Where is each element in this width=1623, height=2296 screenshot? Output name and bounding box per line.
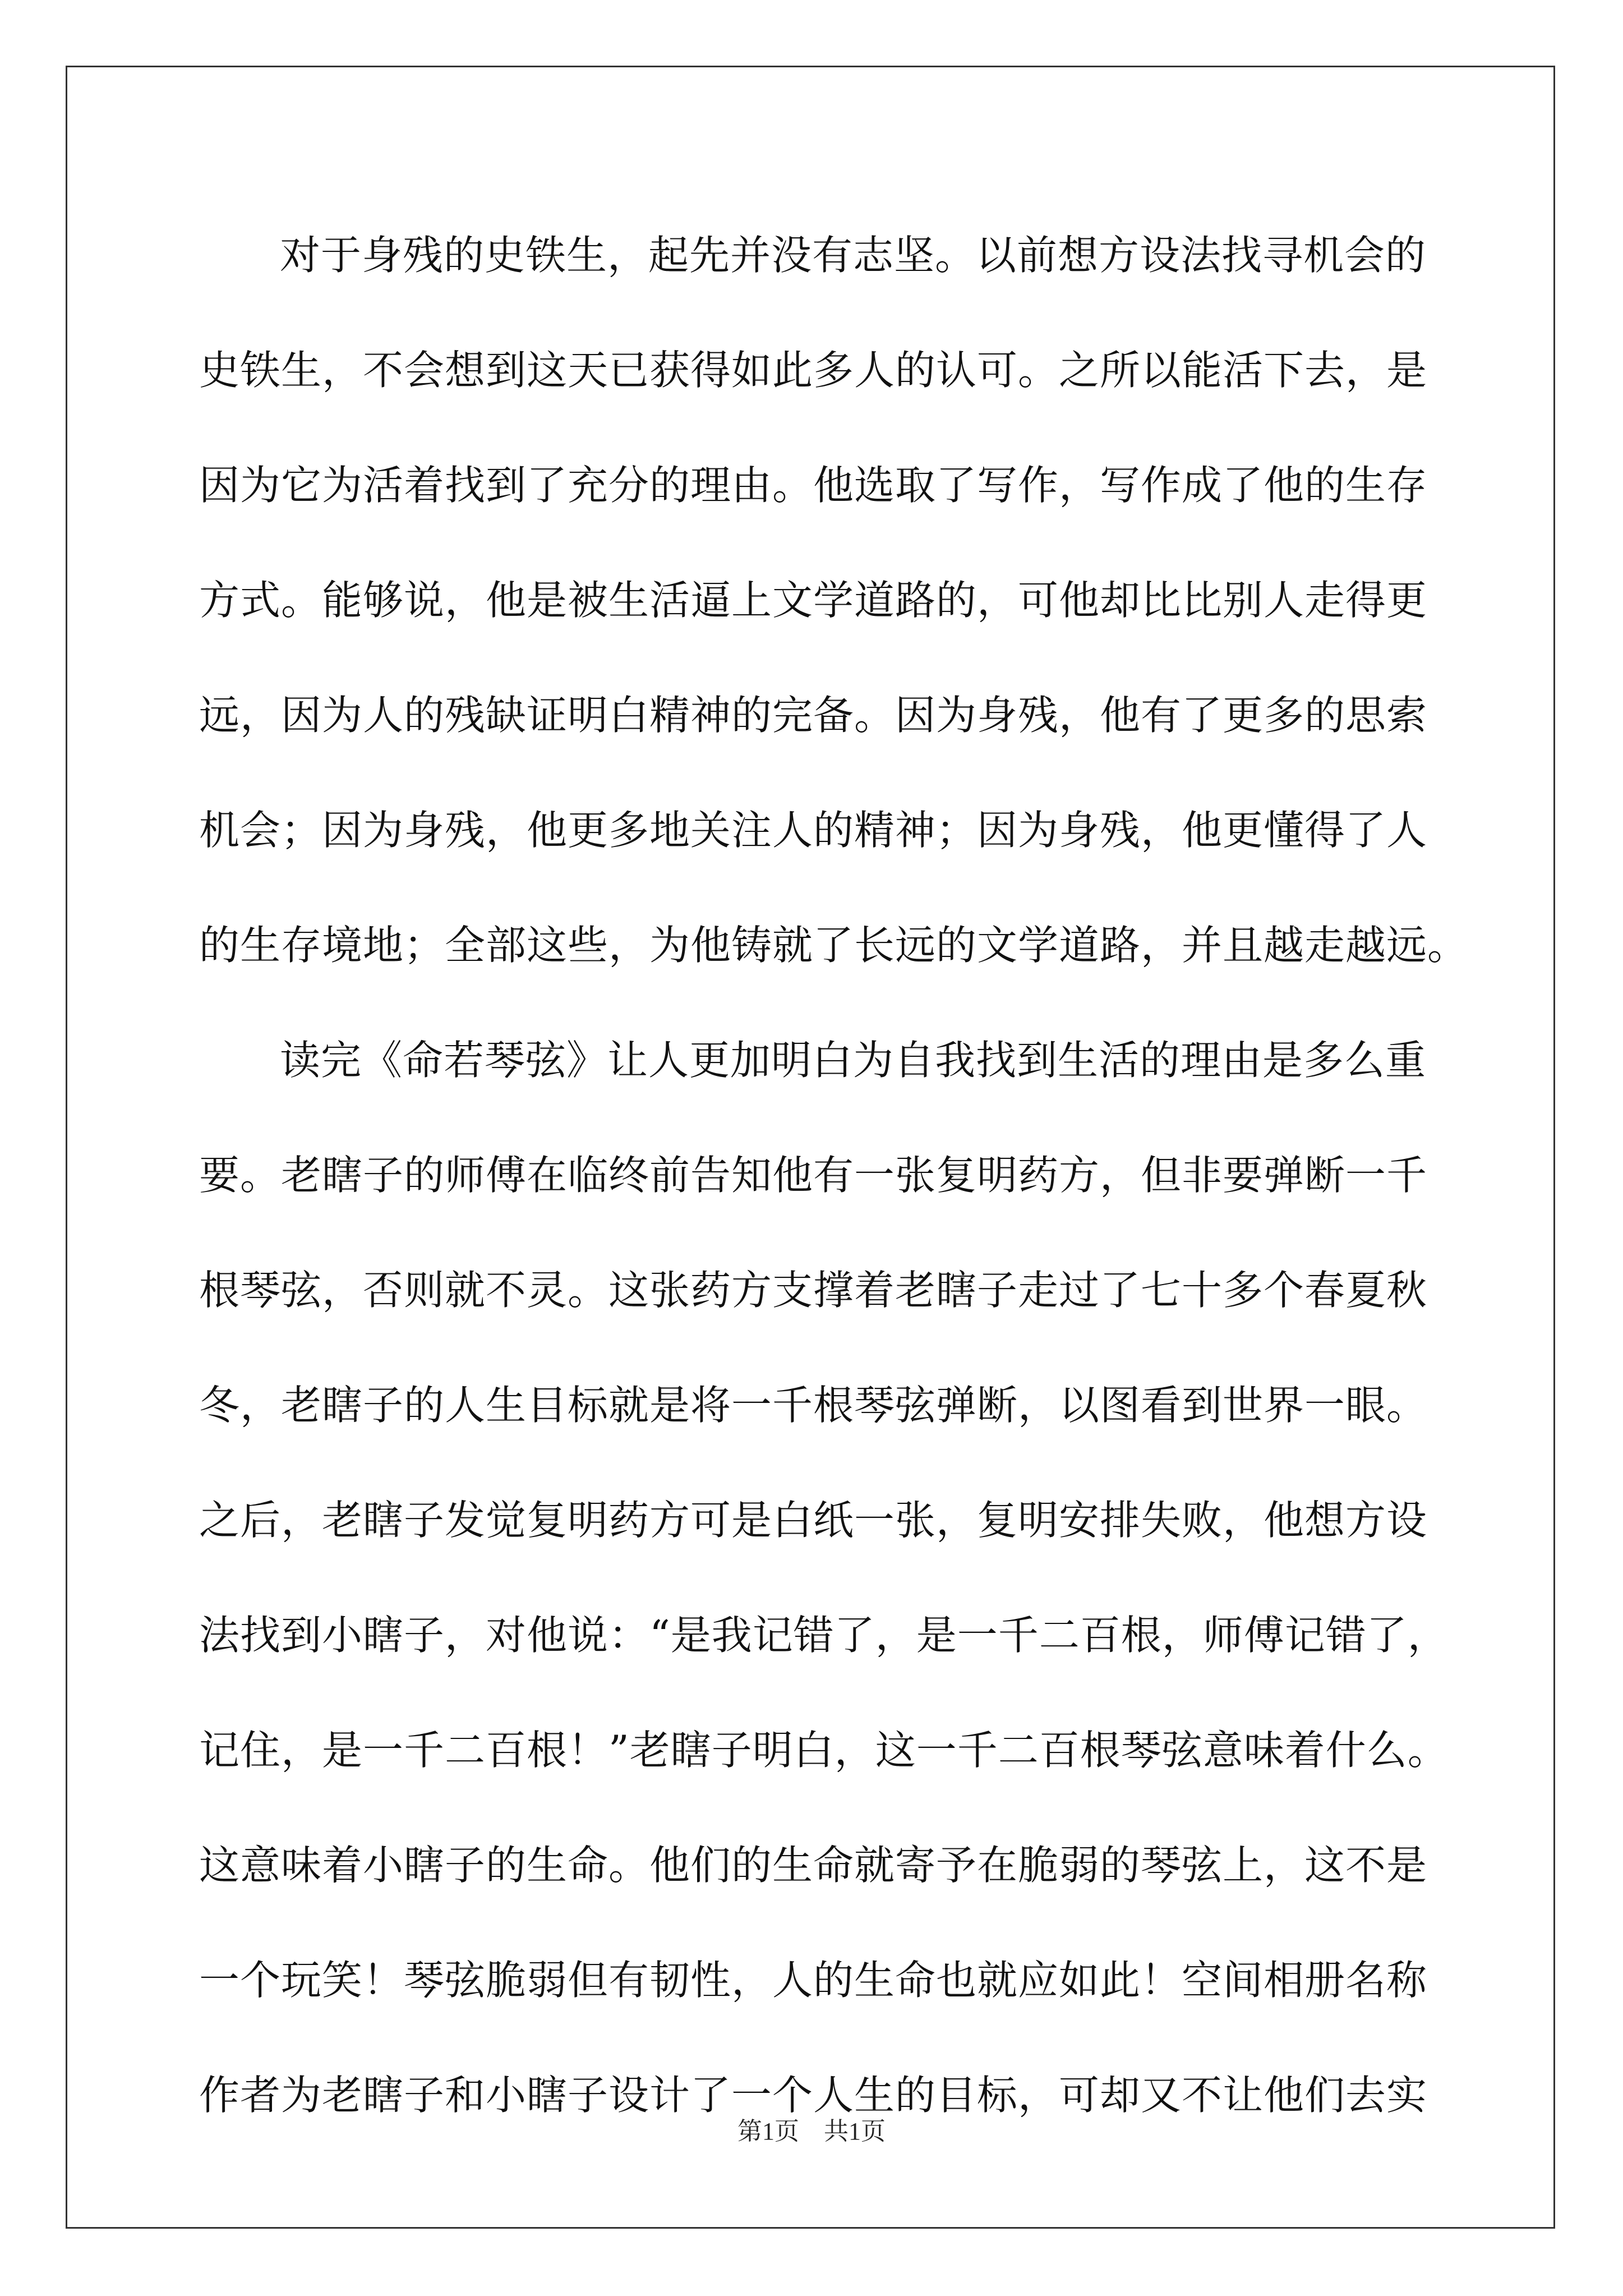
text-line: 作者为老瞎子和小瞎子设计了一个人生的目标，可却又不让他们去实 (199, 2072, 1428, 2119)
text-line: 方式。能够说，他是被生活逼上文学道路的，可他却比比别人走得更 (199, 577, 1428, 624)
text-line: 机会；因为身残，他更多地关注人的精神；因为身残，他更懂得了人 (199, 807, 1428, 854)
text-line: 读完《命若琴弦》让人更加明白为自我找到生活的理由是多么重 (280, 1037, 1427, 1084)
text-line: 的生存境地；全部这些，为他铸就了长远的文学道路，并且越走越远。 (199, 922, 1469, 969)
text-line: 法找到小瞎子，对他说：“是我记错了，是一千二百根，师傅记错了， (199, 1612, 1449, 1659)
text-line: 远，因为人的残缺证明白精神的完备。因为身残，他有了更多的思索 (199, 692, 1428, 739)
text-line: 记住，是一千二百根！”老瞎子明白，这一千二百根琴弦意味着什么。 (199, 1727, 1449, 1774)
text-line: 这意味着小瞎子的生命。他们的生命就寄予在脆弱的琴弦上，这不是 (199, 1842, 1428, 1889)
text-line: 一个玩笑！琴弦脆弱但有韧性，人的生命也就应如此！空间相册名称 (199, 1957, 1428, 2004)
text-line: 根琴弦，否则就不灵。这张药方支撑着老瞎子走过了七十多个春夏秋 (199, 1267, 1428, 1314)
text-line: 冬，老瞎子的人生目标就是将一千根琴弦弹断，以图看到世界一眼。 (199, 1382, 1428, 1429)
page-number: 第1页 共1页 (737, 2118, 886, 2145)
text-line: 之后，老瞎子发觉复明药方可是白纸一张，复明安排失败，他想方设 (199, 1497, 1428, 1544)
text-line: 史铁生，不会想到这天已获得如此多人的认可。之所以能活下去，是 (199, 347, 1428, 394)
text-line: 要。老瞎子的师傅在临终前告知他有一张复明药方，但非要弹断一千 (199, 1152, 1428, 1199)
text-line: 对于身残的史铁生，起先并没有志坚。以前想方设法找寻机会的 (280, 232, 1427, 279)
text-line: 因为它为活着找到了充分的理由。他选取了写作，写作成了他的生存 (199, 462, 1428, 509)
document-body (199, 213, 1469, 2168)
